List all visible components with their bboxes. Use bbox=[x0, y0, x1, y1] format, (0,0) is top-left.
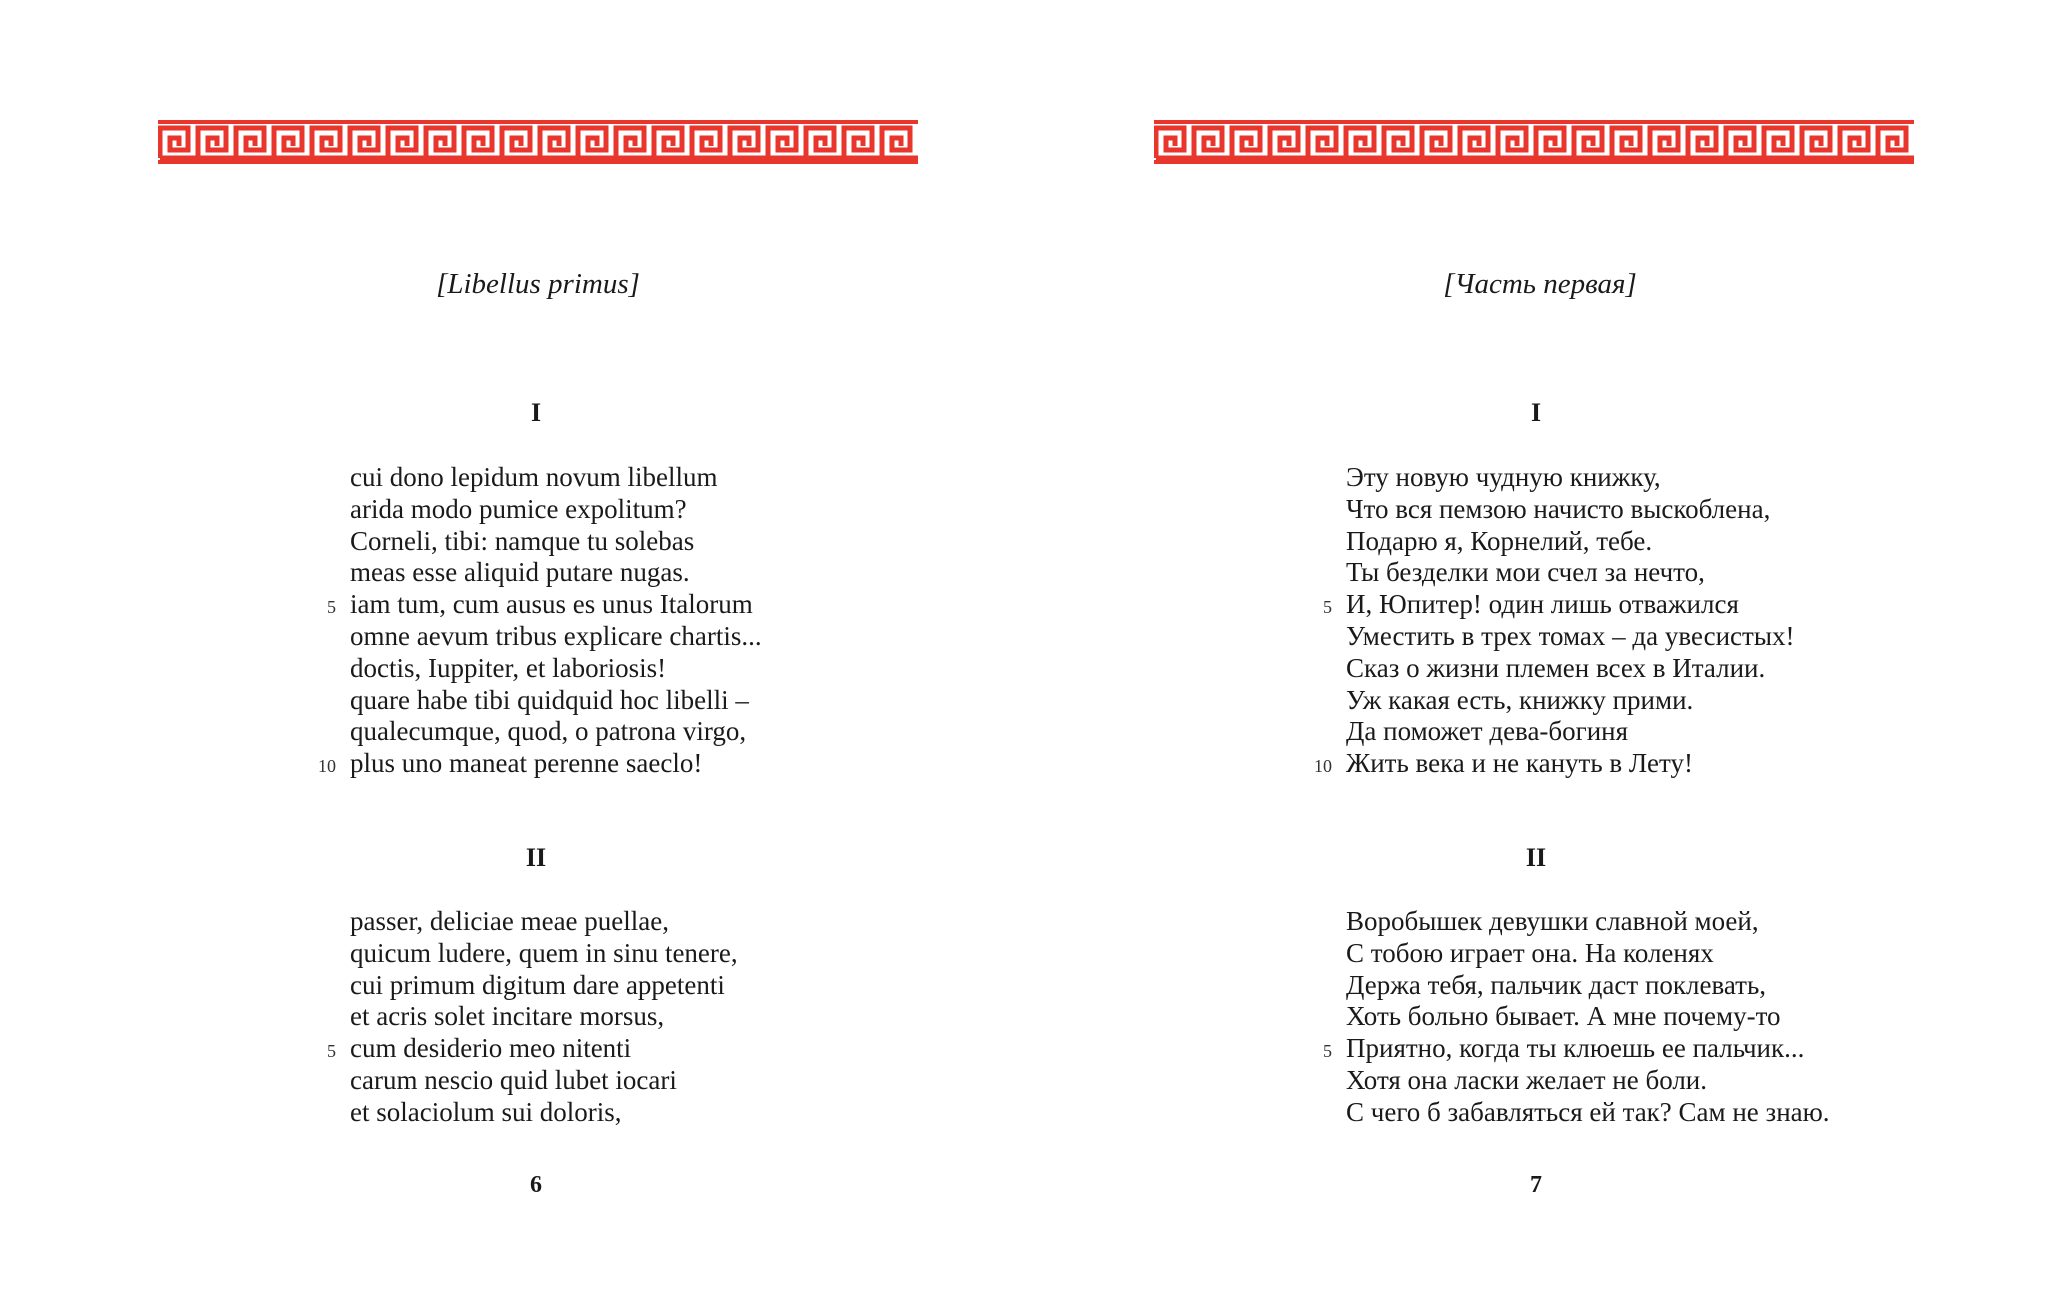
poem-number-2: II bbox=[1525, 843, 1547, 872]
page-number: 7 bbox=[1530, 1172, 1542, 1198]
line-number: 5 bbox=[1323, 597, 1332, 618]
meander-segment bbox=[1574, 128, 1602, 158]
meander-segment bbox=[502, 128, 530, 158]
meander-segment bbox=[1270, 128, 1298, 158]
meander-segment bbox=[540, 128, 568, 158]
meander-segment bbox=[160, 128, 188, 158]
meander-segment bbox=[654, 128, 682, 158]
right-page bbox=[1024, 0, 2048, 1299]
poem-line: passer, deliciae meae puellae, bbox=[350, 906, 669, 936]
line-number: 10 bbox=[318, 756, 336, 777]
meander-segment bbox=[882, 128, 910, 158]
meander-segment bbox=[1726, 128, 1754, 158]
poem-line: et solaciolum sui doloris, bbox=[350, 1096, 622, 1127]
greek-key-ornament-left bbox=[158, 120, 918, 168]
poem-line: 10 plus uno maneat perenne saeclo! bbox=[350, 748, 762, 780]
poem-line: Ты безделки мои счел за нечто, bbox=[1346, 557, 1705, 588]
meander-segment bbox=[1460, 128, 1488, 158]
poem-number-2: II bbox=[525, 843, 547, 872]
meander-segment bbox=[1536, 128, 1564, 158]
poem-line: Уж какая есть, книжку прими. bbox=[1346, 684, 1694, 715]
poem-line: qualecumque, quod, o patrona virgo, bbox=[350, 716, 747, 747]
poem-line: С тобою играет она. На коленях bbox=[1346, 937, 1714, 968]
poem-line: 5 iam tum, cum ausus es unus Italorum bbox=[350, 589, 762, 621]
poem-line: quicum ludere, quem in sinu tenere, bbox=[350, 937, 738, 968]
poem-number-1: I bbox=[530, 398, 542, 427]
poem-line: cui dono lepidum novum libellum bbox=[350, 462, 718, 492]
poem-line: Corneli, tibi: namque tu solebas bbox=[350, 525, 695, 556]
poem-line: et acris solet incitare morsus, bbox=[350, 1001, 665, 1032]
line-number: 5 bbox=[327, 597, 336, 618]
poem-line: 10 Жить века и не кануть в Лету! bbox=[1346, 748, 1794, 780]
poem-1-latin bbox=[318, 462, 762, 780]
poem-line: Сказ о жизни племен всех в Италии. bbox=[1346, 652, 1766, 683]
poem-line: Да поможет дева-богиня bbox=[1346, 716, 1629, 747]
meander-segment bbox=[730, 128, 758, 158]
poem-line: arida modo pumice expolitum? bbox=[350, 493, 687, 524]
meander-segment bbox=[1878, 128, 1906, 158]
meander-segment bbox=[1308, 128, 1336, 158]
meander-segment bbox=[1764, 128, 1792, 158]
meander-segment bbox=[1650, 128, 1678, 158]
poem-line: meas esse aliquid putare nugas. bbox=[350, 557, 690, 588]
poem-line: doctis, Iuppiter, et laboriosis! bbox=[350, 652, 667, 683]
meander-segment bbox=[1156, 128, 1184, 158]
meander-segment bbox=[1194, 128, 1222, 158]
meander-segment bbox=[464, 128, 492, 158]
line-number: 5 bbox=[327, 1041, 336, 1062]
poem-number-1: I bbox=[1530, 398, 1542, 427]
meander-segment bbox=[1612, 128, 1640, 158]
page-number: 6 bbox=[530, 1172, 542, 1198]
greek-key-ornament-right bbox=[1154, 120, 1914, 168]
poem-line: Хотя она ласки желает не боли. bbox=[1346, 1064, 1708, 1095]
meander-segment bbox=[236, 128, 264, 158]
meander-segment bbox=[350, 128, 378, 158]
poem-line: Эту новую чудную книжку, bbox=[1346, 462, 1661, 492]
poem-line: carum nescio quid lubet iocari bbox=[350, 1064, 677, 1095]
poem-line: 5 cum desiderio meo nitenti bbox=[350, 1033, 738, 1065]
poem-line: omne aevum tribus explicare chartis... bbox=[350, 620, 762, 651]
meander-segment bbox=[426, 128, 454, 158]
poem-line: 5 Приятно, когда ты клюешь ее пальчик... bbox=[1346, 1033, 1830, 1065]
poem-line: 5 И, Юпитер! один лишь отважился bbox=[1346, 589, 1794, 621]
part-title-russian: [Часть первая] bbox=[1443, 268, 1637, 300]
meander-segment bbox=[578, 128, 606, 158]
meander-segment bbox=[1840, 128, 1868, 158]
meander-segment bbox=[312, 128, 340, 158]
poem-line: С чего б забавляться ей так? Сам не знаю. bbox=[1346, 1096, 1830, 1127]
meander-segment bbox=[388, 128, 416, 158]
poem-line: Подарю я, Корнелий, тебе. bbox=[1346, 525, 1653, 556]
poem-line: Что вся пемзою начисто выскоблена, bbox=[1346, 493, 1771, 524]
meander-segment bbox=[806, 128, 834, 158]
meander-segment bbox=[768, 128, 796, 158]
meander-segment bbox=[1688, 128, 1716, 158]
meander-segment bbox=[198, 128, 226, 158]
part-title-latin: [Libellus primus] bbox=[436, 268, 640, 300]
line-number: 5 bbox=[1323, 1041, 1332, 1062]
poem-line: quare habe tibi quidquid hoc libelli – bbox=[350, 684, 749, 715]
meander-segment bbox=[1802, 128, 1830, 158]
meander-segment bbox=[1232, 128, 1260, 158]
poem-2-latin bbox=[327, 906, 738, 1129]
poem-line: Хоть больно бывает. А мне почему-то bbox=[1346, 1001, 1781, 1032]
meander-segment bbox=[616, 128, 644, 158]
poem-line: cui primum digitum dare appetenti bbox=[350, 969, 725, 1000]
meander-segment bbox=[1346, 128, 1374, 158]
meander-segment bbox=[1498, 128, 1526, 158]
meander-segment bbox=[844, 128, 872, 158]
poem-line: Держа тебя, пальчик даст поклевать, bbox=[1346, 969, 1767, 1000]
meander-segment bbox=[1422, 128, 1450, 158]
meander-segment bbox=[1384, 128, 1412, 158]
poem-line: Воробышек девушки славной моей, bbox=[1346, 906, 1759, 936]
poem-line: Уместить в трех томах – да увесистых! bbox=[1346, 620, 1795, 651]
meander-segment bbox=[274, 128, 302, 158]
poem-2-russian bbox=[1323, 906, 1830, 1129]
poem-1-russian bbox=[1314, 462, 1795, 780]
meander-segment bbox=[692, 128, 720, 158]
line-number: 10 bbox=[1314, 756, 1332, 777]
